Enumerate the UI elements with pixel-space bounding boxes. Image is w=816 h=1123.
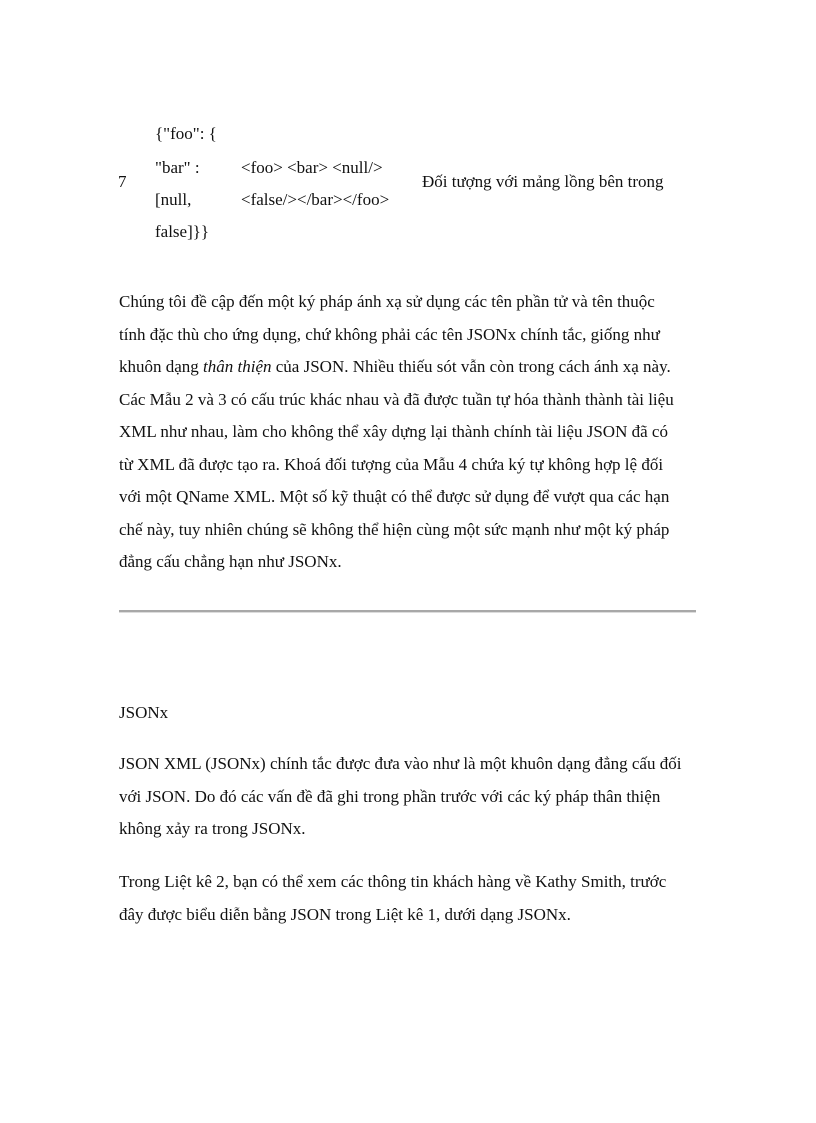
text-line: Trong Liệt kê 2, bạn có thể xem các thông tin khách hàng về Kathy Smith, trước xyxy=(119,872,667,891)
text-line: đây được biểu diễn bằng JSON trong Liệt kê 1, dưới dạng JSONx. xyxy=(119,904,571,924)
xml-code-line: <foo> <bar> <null/> xyxy=(241,158,383,177)
text-line: đẳng cấu chẳng hạn như JSONx. xyxy=(119,552,342,571)
horizontal-divider xyxy=(119,610,696,613)
paragraph-listing-reference xyxy=(119,866,709,931)
row-number: 7 xyxy=(118,172,127,191)
json-code-line: [null, xyxy=(155,190,192,209)
text-line: XML như nhau, làm cho không thể xây dựng lại thành chính tài liệu JSON đã có xyxy=(119,422,668,441)
paragraph-jsonx-intro xyxy=(119,748,709,846)
section-heading: JSONx xyxy=(119,703,169,722)
xml-code-line: <false/></bar></foo> xyxy=(241,190,390,209)
text-line xyxy=(119,351,709,384)
json-code-line: "bar" : xyxy=(155,158,200,177)
paragraph-mapping-notation xyxy=(119,286,709,579)
row-description: Đối tượng với mảng lồng bên trong xyxy=(422,172,664,191)
text-segment: khuôn dạng xyxy=(119,357,204,376)
text-line: chế này, tuy nhiên chúng sẽ không thể hiện cùng một sức mạnh như một ký pháp xyxy=(119,519,670,539)
text-line: với một QName XML. Một số kỹ thuật có thể được sử dụng để vượt qua các hạn xyxy=(119,487,670,506)
text-line: Chúng tôi đề cập đến một ký pháp ánh xạ sử dụng các tên phần tử và tên thuộc xyxy=(119,292,655,311)
text-line: với JSON. Do đó các vấn đề đã ghi trong phần trước với các ký pháp thân thiện xyxy=(119,786,661,806)
text-line: Các Mẫu 2 và 3 có cấu trúc khác nhau và đã được tuần tự hóa thành thành tài liệu xyxy=(119,389,674,409)
text-line: từ XML đã được tạo ra. Khoá đối tượng của Mẫu 4 chứa ký tự không hợp lệ đối xyxy=(119,454,664,474)
json-code-line: false]}} xyxy=(155,222,210,241)
json-code-line: {"foo": { xyxy=(155,124,217,143)
text-segment: của JSON. Nhiều thiếu sót vẫn còn trong cách ánh xạ này. xyxy=(271,357,671,376)
text-line: không xảy ra trong JSONx. xyxy=(119,819,306,838)
text-line: JSON XML (JSONx) chính tắc được đưa vào như là một khuôn dạng đẳng cấu đối xyxy=(119,754,682,773)
text-line: tính đặc thù cho ứng dụng, chứ không phải các tên JSONx chính tắc, giống như xyxy=(119,324,660,344)
italic-term: thân thiện xyxy=(203,357,272,376)
